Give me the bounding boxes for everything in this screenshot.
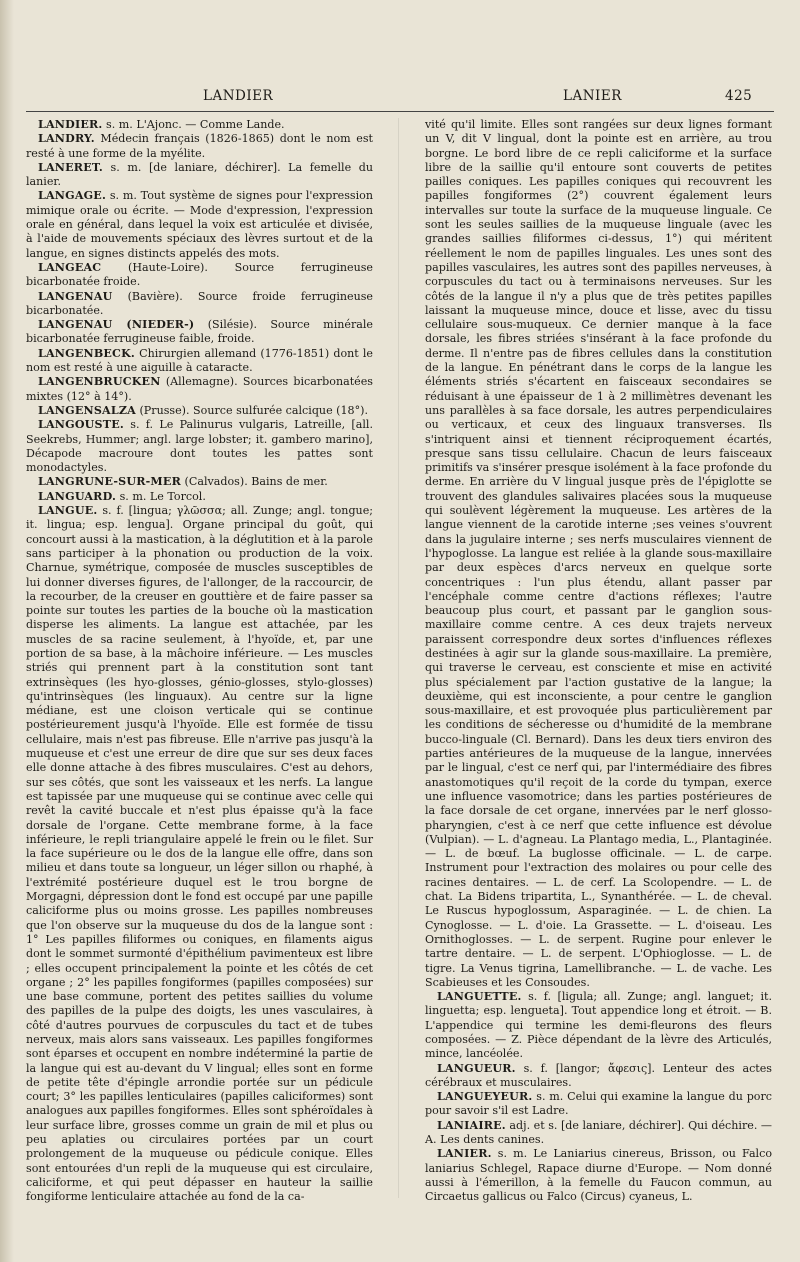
entry-langenbrucken (26, 375, 373, 404)
definition: Médecin français (1826-1865) dont le nom est resté à une forme de la myélite. (26, 132, 373, 160)
entry-laneret (26, 161, 373, 190)
definition: s. m. L'Ajonc. — Comme Lande. (102, 118, 285, 131)
entry-langenau (26, 290, 373, 319)
running-header (0, 88, 800, 108)
entry-langouste (26, 418, 373, 475)
headword: LANGENSALZA (38, 403, 136, 417)
headword: LANGENBECK. (38, 346, 135, 360)
entry-laniaire (425, 1119, 772, 1148)
definition: s. m. Tout système de signes pour l'expression mimique orale ou écrite. — Mode d'expression, l'expression orale en général, dans lequel la voix est articulée et divisée, à l'aide de mouvements spéciaux des lèvres surtout et de la langue, en signes distincts appelés des mots. (26, 189, 373, 260)
entry-langeac (26, 261, 373, 290)
headword: LANGUARD. (38, 489, 117, 503)
header-right-word: LANIER (563, 88, 622, 104)
headword: LANGUEUR. (437, 1061, 516, 1075)
definition: vité qu'il limite. Elles sont rangées sur deux lignes formant un V, dit V lingual, dont la pointe est en arrière, au trou borgne. Le bord libre de ce repli caliciforme et la surface libre de la saillie qu'il entoure sont couverts de petites pailles coniques. Les papilles coniques qui recouvrent les papilles fongiformes (2°) couvrent également leurs intervalles sur toute la surface de la muqueuse linguale. Ce sont les seules saillies de la muqueuse linguale (avec les grandes saillies filiformes ci-dessus, 1°) qui méritent réellement le nom de papilles linguales. Les unes sont des papilles vasculaires, les autres sont des papilles nerveuses, à corpuscules du tact ou à terminaisons nerveuses. Sur les côtés de la langue il n'y a plus que de très petites papilles laissant la muqueuse mince, douce et lisse, avec du tissu cellulaire sous-muqueux. Ce dernier manque à la face dorsale, les fibres striées s'insérant à la face profonde du derme. Il n'entre pas de fibres cellules dans la constitution de la langue. En pénétrant dans le corps de la langue les éléments striés s'écartent en faisceaux secondaires se réduisant à une épaisseur de 1 à 2 millimètres devenant les uns parallèles à sa face dorsale, les autres perpendiculaires ou verticaux, et ceux des linguaux transverses. Ils s'intriquent ainsi et tiennent réciproquement écartés, presque sans tissu cellulaire. Chacun de leurs faisceaux primitifs va s'insérer presque isolément à la face profonde du derme. En arrière du V lingual jusque près de l'épiglotte se trouvent des glandules salivaires placées sous la muqueuse qui soulèvent légèrement la muqueuse. Les artères de la langue viennent de la carotide interne ;ses veines s'ouvrent dans la jugulaire interne ; ses nerfs musculaires viennent de l'hypoglosse. La langue est reliée à la glande sous-maxillaire par deux espèces d'arcs nerveux en quelque sorte concentriques : l'un plus étendu, allant passer par l'encéphale comme centre d'actions réflexes; l'autre beaucoup plus court, et passant par le ganglion sous-maxillaire comme centre. A ces deux trajets nerveux paraissent correspondre deux sortes d'influences réflexes destinées à agir sur la glande sous-maxillaire. La première, qui traverse le cerveau, est consciente et mise en activité plus spécialement par l'action gustative de la langue; la deuxième, qui est inconsciente, a pour centre le ganglion sous-maxillaire, et est provoquée plus particulièrement par les conditions de sécheresse ou d'humidité de la membrane bucco-linguale (Cl. Bernard). Dans les deux tiers environ des parties antérieures de la muqueuse de la langue, innervées par le lingual, c'est ce nerf qui, par l'intermédiaire des fibres anastomotiques qu'il reçoit de la corde du tympan, exerce une influence vasomotrice; dans les parties postérieures de la face dorsale de cet organe, innervées par le nerf glosso-pharyngien, c'est à ce nerf que cette influence est dévolue (Vulpian). — L. d'agneau. La Plantago media, L., Plantaginée. — L. de bœuf. La buglosse officinale. — L. de carpe. Instrument pour l'extraction des molaires ou pour celle des racines dentaires. — L. de cerf. La Scolopendre. — L. de chat. La Bidens tripartita, L., Synanthérée. — L. de cheval. Le Ruscus hypoglossum, Asparaginée. — L. de chien. La Cynoglosse. — L. d'oie. La Grassette. — L. d'oiseau. Les Ornithoglosses. — L. de serpent. Rugine pour enlever le tartre dentaire. — L. de serpent. L'Ophioglosse. — L. de tigre. La Venus tigrina, Lamellibranche. — L. de vache. Les Scabieuses et les Consoudes. (425, 118, 772, 989)
definition: (Haute-Loire). Source ferrugineuse bicarbonatée froide. (26, 260, 373, 289)
column-separator (398, 118, 399, 1198)
entry-lanier (425, 1147, 772, 1204)
definition: s. f. Le Palinurus vulgaris, Latreille, [all. Seekrebs, Hummer; angl. large lobster; it. gambero marino], Décapode macroure dont toutes les pattes sont monodactyles. (26, 418, 373, 475)
definition: s. m. [de laniare, déchirer]. La femelle du lanier. (26, 160, 373, 189)
entry-langenau-nieder (26, 318, 373, 347)
definition: Chirurgien allemand (1776-1851) dont le nom est resté à une aiguille à cataracte. (26, 346, 373, 375)
header-rule (26, 111, 774, 112)
entry-langrune (26, 475, 373, 489)
definition: s. m. Le Torcol. (116, 489, 206, 503)
headword: LANGRUNE-SUR-MER (38, 475, 181, 489)
definition: s. m. Celui qui examine la langue du porc pour savoir s'il est Ladre. (425, 1090, 772, 1118)
entry-langenbeck (26, 347, 373, 376)
headword: LANDIER. (38, 118, 103, 131)
left-column (26, 118, 373, 1205)
definition: (Allemagne). Sources bicarbonatées mixtes (12° à 14°). (26, 375, 373, 403)
entry-languette (425, 990, 772, 1061)
entry-langensalza (26, 404, 373, 418)
definition: s. f. [lingua; γλῶσσα; all. Zunge; angl. tongue; it. lingua; esp. lengua]. Organe principal du goût, qui concourt aussi à la mastication, à la déglutition et à la parole sans participer à la phonation ou production de la voix. Charnue, symétrique, composée de muscles susceptibles de lui donner diverses figures, de l'allonger, de la raccourcir, de la recourber, de la creuser en gouttière et de faire passer sa pointe sur toutes les parties de la bouche où la mastication disperse les aliments. La langue est attachée, par les muscles de sa racine seulement, à l'hyoïde, et, par une portion de sa base, à la mâchoire inférieure. — Les muscles striés qui prennent part à la constitution sont tant extrinsèques (les hyo-glosses, génio-glosses, stylo-glosses) qu'intrinsèques (les linguaux). Au centre sur la ligne médiane, est une cloison verticale qui se continue postérieurement jusqu'à l'hyoïde. Elle est formée de tissu cellulaire, mais n'est pas fibreuse. Elle n'arrive pas jusqu'à la muqueuse et c'est une erreur de dire que sur ses deux faces elle donne attache à des fibres musculaires. C'est au dehors, sur ses côtés, que sont les vaisseaux et les nerfs. La langue est tapissée par une muqueuse qui se continue avec celle qui revêt la cavité buccale et n'est plus épaisse qu'à la face dorsale de l'organe. Cette membrane forme, à la face inférieure, le repli triangulaire appelé le frein ou le filet. Sur la face supérieure ou le dos de la langue elle offre, dans son milieu et dans toute sa longueur, un léger sillon ou rhaphé, à l'extrémité postérieure duquel est le trou borgne de Morgagni, dépression dont le fond est occupé par une papille caliciforme plus ou moins grosse. Les papilles nombreuses que l'on observe sur la muqueuse du dos de la langue sont : 1° Les papilles filiformes ou coniques, en filaments aigus dont le sommet surmonté d'épithélium pavimenteux est libre ; elles occupent principalement la pointe et les côtés de cet organe ; 2° les papilles fongiformes (papilles composées) sur une base commune, portent des petites saillies du volume des papilles de la pulpe des doigts, les unes vasculaires, à côté d'autres pourvues de corpuscules du tact et de tubes nerveux, mais alors sans vaisseaux. Les papilles fongiformes sont éparses et occupent en nombre indéterminé la partie de la langue qui est au-devant du V lingual; elles sont en forme de petite tête d'épingle arrondie portée sur un pédicule court; 3° les papilles lenticulaires (papilles caliciformes) sont analogues aux papilles fongiformes. Elles sont sphéroïdales à leur surface libre, grosses comme un grain de mil et plus ou peu aplaties ou circulaires portées par un court prolongement de la muqueuse ou pédicule conique. Elles sont entourées d'un repli de la muqueuse qui est circulaire, caliciforme, et qui peut dépasser en hauteur la saillie fongiforme lenticulaire attachée au fond de la ca- (26, 504, 373, 1204)
headword: LANIAIRE. (437, 1118, 506, 1132)
entry-landry (26, 132, 373, 161)
definition: adj. et s. [de laniare, déchirer]. Qui déchire. — A. Les dents canines. (425, 1118, 772, 1147)
definition: (Silésie). Source minérale bicarbonatée ferrugineuse faible, froide. (26, 318, 373, 346)
right-column (425, 118, 772, 1205)
headword: LANGENAU (38, 289, 113, 303)
definition: (Bavière). Source froide ferrugineuse bicarbonatée. (26, 289, 373, 317)
definition: s. m. Le Laniarius cinereus, Brisson, ou Falco laniarius Schlegel, Rapace diurne d'Europe. — Nom donné aussi à l'émerillon, à la femelle du Faucon commun, au Circaetus gallicus ou Falco (Circus) cyaneus, L. (425, 1147, 772, 1204)
headword: LANERET. (38, 160, 103, 174)
headword: LANGOUSTE. (38, 418, 124, 432)
entry-langueur (425, 1062, 772, 1091)
entry-langue (26, 504, 373, 1205)
headword: LANGUEYEUR. (437, 1090, 533, 1104)
entry-langue-continued (425, 118, 772, 990)
headword: LANDRY. (38, 132, 95, 146)
entry-landier (26, 118, 373, 132)
headword: LANGEAC (38, 260, 102, 274)
headword: LANIER. (437, 1147, 492, 1161)
definition: (Prusse). Source sulfurée calcique (18°). (135, 403, 369, 417)
entry-langage (26, 189, 373, 260)
headword: LANGENAU (NIEDER-) (38, 318, 195, 332)
definition: s. f. [ligula; all. Zunge; angl. languet; it. linguetta; esp. lengueta]. Tout appendice long et étroit. — B. L'appendice qui termine les demi-fleurons des fleurs composées. — Z. Pièce dépendant de la lèvre des Articulés, mince, lancéolée. (425, 990, 772, 1061)
entry-langueyeur (425, 1090, 772, 1119)
headword: LANGENBRUCKEN (38, 375, 161, 389)
definition: (Calvados). Bains de mer. (181, 475, 328, 489)
page-number: 425 (725, 88, 753, 104)
entry-languard (26, 490, 373, 504)
definition: s. f. [langor; ἄφεσις]. Lenteur des actes cérébraux et musculaires. (425, 1061, 772, 1089)
headword: LANGAGE. (38, 189, 107, 203)
headword: LANGUE. (38, 504, 98, 518)
binding-gutter (0, 0, 14, 1262)
header-left-word: LANDIER (203, 88, 274, 104)
headword: LANGUETTE. (437, 990, 522, 1004)
